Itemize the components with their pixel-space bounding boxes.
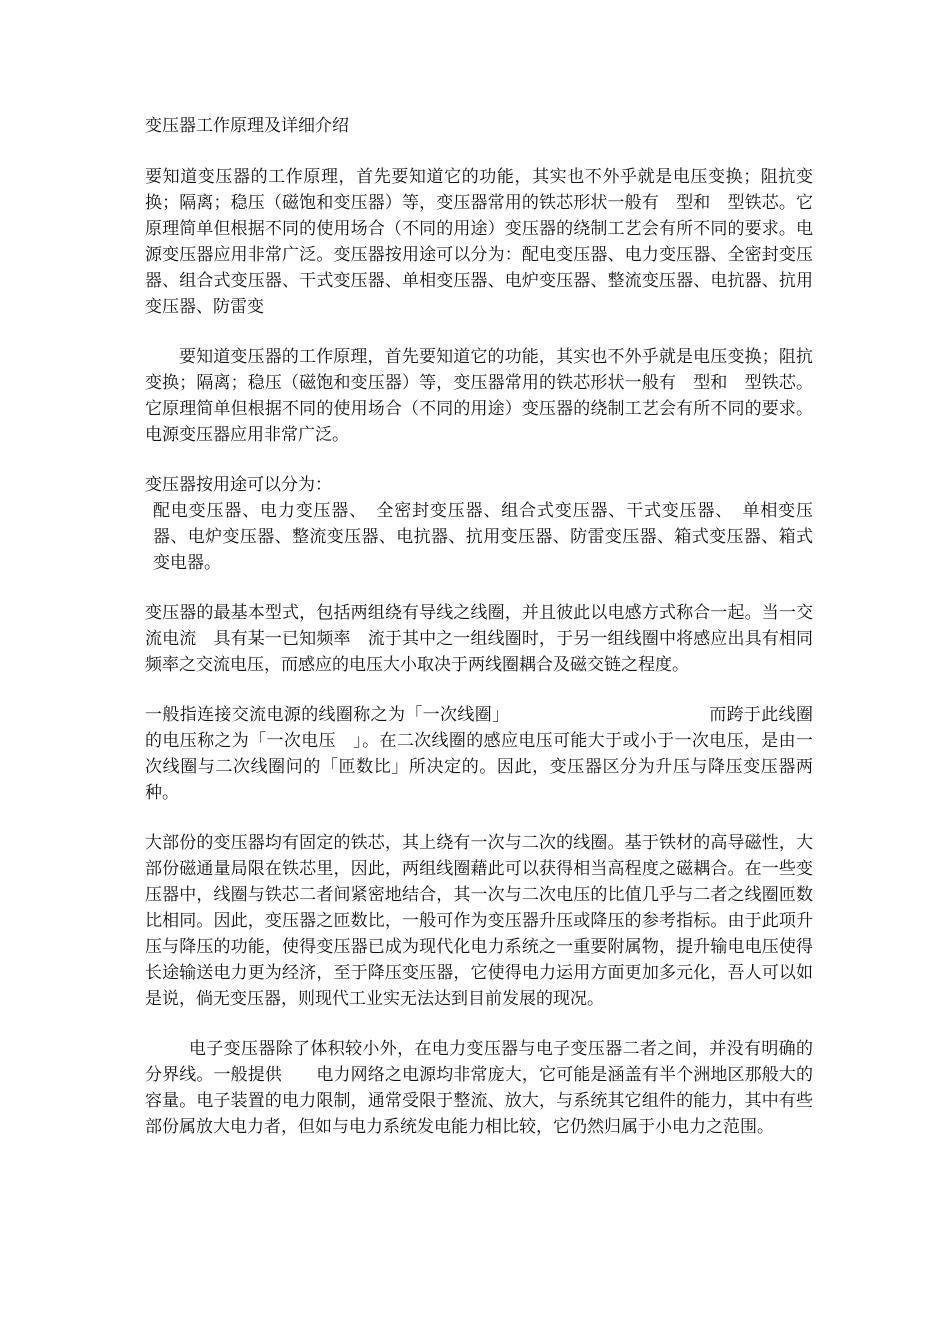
paragraph-5: 一般指连接交流电源的线圈称之为「一次线圈」 而跨于此线圈的电压称之为「一次电压 」。在二次线圈的感应电压可能大于或小于一次电压，是由一次线圈与二次线圈问的「匝数比」所决定的。因此，变压器区分为升压与降压变压器两种。: [145, 705, 813, 803]
paragraph-spacer: [145, 576, 813, 600]
paragraph-spacer: [145, 1012, 813, 1036]
paragraph-spacer: [145, 320, 813, 344]
paragraph-spacer: [145, 448, 813, 472]
paragraph-7: 电子变压器除了体积较小外，在电力变压器与电子变压器二者之间，并没有明确的分界线。一般提供 电力网络之电源均非常庞大，它可能是涵盖有半个洲地区那般大的容量。电子装置的电力限制，通常受限于整流、放大，与系统其它组件的能力，其中有些部份属放大电力者，但如与电力系统发电能力相比较，它仍然归属于小电力之范围。: [145, 1039, 813, 1137]
paragraph-4: 变压器的最基本型式，包括两组绕有导线之线圈，并且彼此以电感方式称合一起。当一交流电流 具有某一已知频率 流于其中之一组线圈时，于另一组线圈中将感应出具有相同频率之交流电压，而感应的电压大小取决于两线圈耦合及磁交链之程度。: [145, 603, 813, 675]
paragraph-1: 要知道变压器的工作原理，首先要知道它的功能，其实也不外乎就是电压变换；阻抗变换；隔离；稳压（磁饱和变压器）等，变压器常用的铁芯形状一般有 型和 型铁芯。它原理简单但根据不同的使用场合（不同的用途）变压器的绕制工艺会有所不同的要求。电源变压器应用非常广泛。变压器按用途可以分为：配电变压器、电力变压器、全密封变压器、组合式变压器、干式变压器、单相变压器、电炉变压器、整流变压器、电抗器、抗用变压器、防雷变: [145, 167, 813, 317]
paragraph-spacer: [145, 806, 813, 830]
paragraph-3-list: 配电变压器、电力变压器、 全密封变压器、组合式变压器、干式变压器、 单相变压器、电炉变压器、整流变压器、电抗器、抗用变压器、防雷变压器、箱式变压器、箱式变电器。: [153, 501, 813, 573]
paragraph-spacer: [145, 678, 813, 702]
document-title: 变压器工作原理及详细介绍: [145, 116, 349, 136]
document-body: [145, 113, 813, 1140]
paragraph-3-heading: 变压器按用途可以分为：: [145, 475, 332, 495]
paragraph-6: 大部份的变压器均有固定的铁芯，其上绕有一次与二次的线圈。基于铁材的高导磁性，大部份磁通量局限在铁芯里，因此，两组线圈藉此可以获得相当高程度之磁耦合。在一些变压器中，线圈与铁芯二者间紧密地结合，其一次与二次电压的比值几乎与二者之线圈匝数比相同。因此，变压器之匝数比，一般可作为变压器升压或降压的参考指标。由于此项升压与降压的功能，使得变压器已成为现代化电力系统之一重要附属物，提升输电电压使得长途输送电力更为经济，至于降压变压器，它使得电力运用方面更加多元化，吾人可以如是说，倘无变压器，则现代工业实无法达到目前发展的现况。: [145, 833, 813, 1009]
paragraph-2: 要知道变压器的工作原理，首先要知道它的功能，其实也不外乎就是电压变换；阻抗变换；隔离；稳压（磁饱和变压器）等，变压器常用的铁芯形状一般有 型和 型铁芯。它原理简单但根据不同的使用场合（不同的用途）变压器的绕制工艺会有所不同的要求。电源变压器应用非常广泛。: [145, 347, 813, 445]
